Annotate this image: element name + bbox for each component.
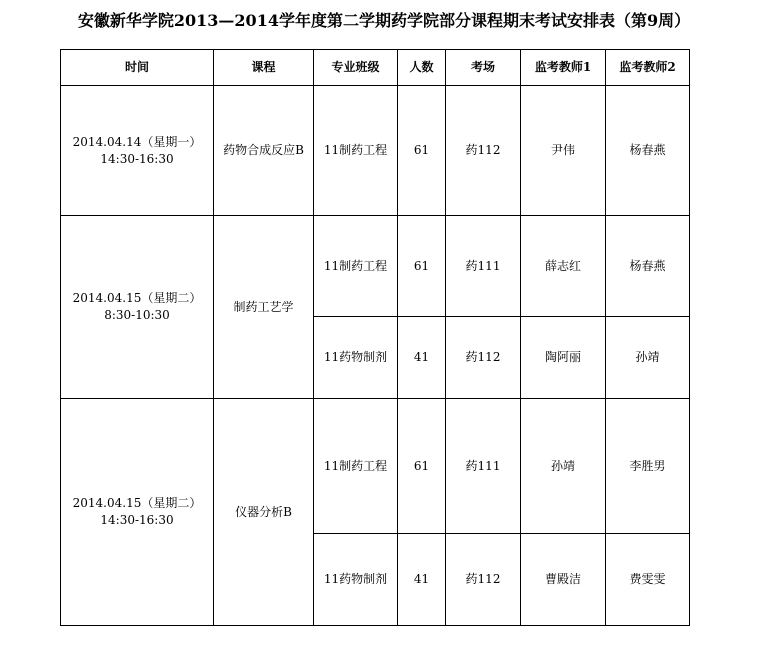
proctor1-cell: 尹伟 — [521, 86, 606, 216]
class-cell: 11药物制剂 — [314, 534, 398, 626]
session-time-cell — [61, 399, 214, 626]
header-proctor2: 监考教师2 — [606, 50, 690, 86]
proctor2-cell: 杨春燕 — [606, 216, 690, 317]
proctor2-cell: 费雯雯 — [606, 534, 690, 626]
table-header-row — [61, 50, 690, 86]
room-cell: 药111 — [446, 216, 521, 317]
session-time: 14:30-16:30 — [100, 513, 174, 527]
session-date: 2014.04.15（星期二） — [72, 496, 202, 510]
page-title: 安徽新华学院2013—2014学年度第二学期药学院部分课程期末考试安排表（第9周） — [77, 11, 691, 30]
header-course: 课程 — [214, 50, 314, 86]
session-course: 制药工艺学 — [214, 216, 314, 399]
table-row — [61, 86, 690, 216]
session-course: 仪器分析B — [214, 399, 314, 626]
room-cell: 药112 — [446, 534, 521, 626]
header-count: 人数 — [398, 50, 446, 86]
header-class: 专业班级 — [314, 50, 398, 86]
count-cell: 61 — [398, 399, 446, 534]
header-proctor1: 监考教师1 — [521, 50, 606, 86]
session-time: 8:30-10:30 — [104, 308, 170, 322]
table-row — [61, 216, 690, 317]
proctor1-cell: 孙靖 — [521, 399, 606, 534]
session-time-cell — [61, 86, 214, 216]
room-cell: 药112 — [446, 317, 521, 399]
room-cell: 药112 — [446, 86, 521, 216]
session-time: 14:30-16:30 — [100, 151, 174, 166]
header-room: 考场 — [446, 50, 521, 86]
room-cell: 药111 — [446, 399, 521, 534]
proctor1-cell: 陶阿丽 — [521, 317, 606, 399]
count-cell: 61 — [398, 86, 446, 216]
header-time: 时间 — [61, 50, 214, 86]
count-cell: 41 — [398, 534, 446, 626]
proctor2-cell: 杨春燕 — [606, 86, 690, 216]
count-cell: 61 — [398, 216, 446, 317]
exam-schedule-table — [60, 49, 690, 626]
class-cell: 11制药工程 — [314, 86, 398, 216]
proctor1-cell: 曹殿洁 — [521, 534, 606, 626]
class-cell: 11药物制剂 — [314, 317, 398, 399]
table-row — [61, 399, 690, 534]
session-time-cell — [61, 216, 214, 399]
count-cell: 41 — [398, 317, 446, 399]
class-cell: 11制药工程 — [314, 399, 398, 534]
proctor1-cell: 薛志红 — [521, 216, 606, 317]
session-date: 2014.04.15（星期二） — [72, 291, 202, 305]
class-cell: 11制药工程 — [314, 216, 398, 317]
proctor2-cell: 孙靖 — [606, 317, 690, 399]
proctor2-cell: 李胜男 — [606, 399, 690, 534]
session-date: 2014.04.14（星期一） — [72, 134, 202, 149]
session-course: 药物合成反应B — [214, 86, 314, 216]
